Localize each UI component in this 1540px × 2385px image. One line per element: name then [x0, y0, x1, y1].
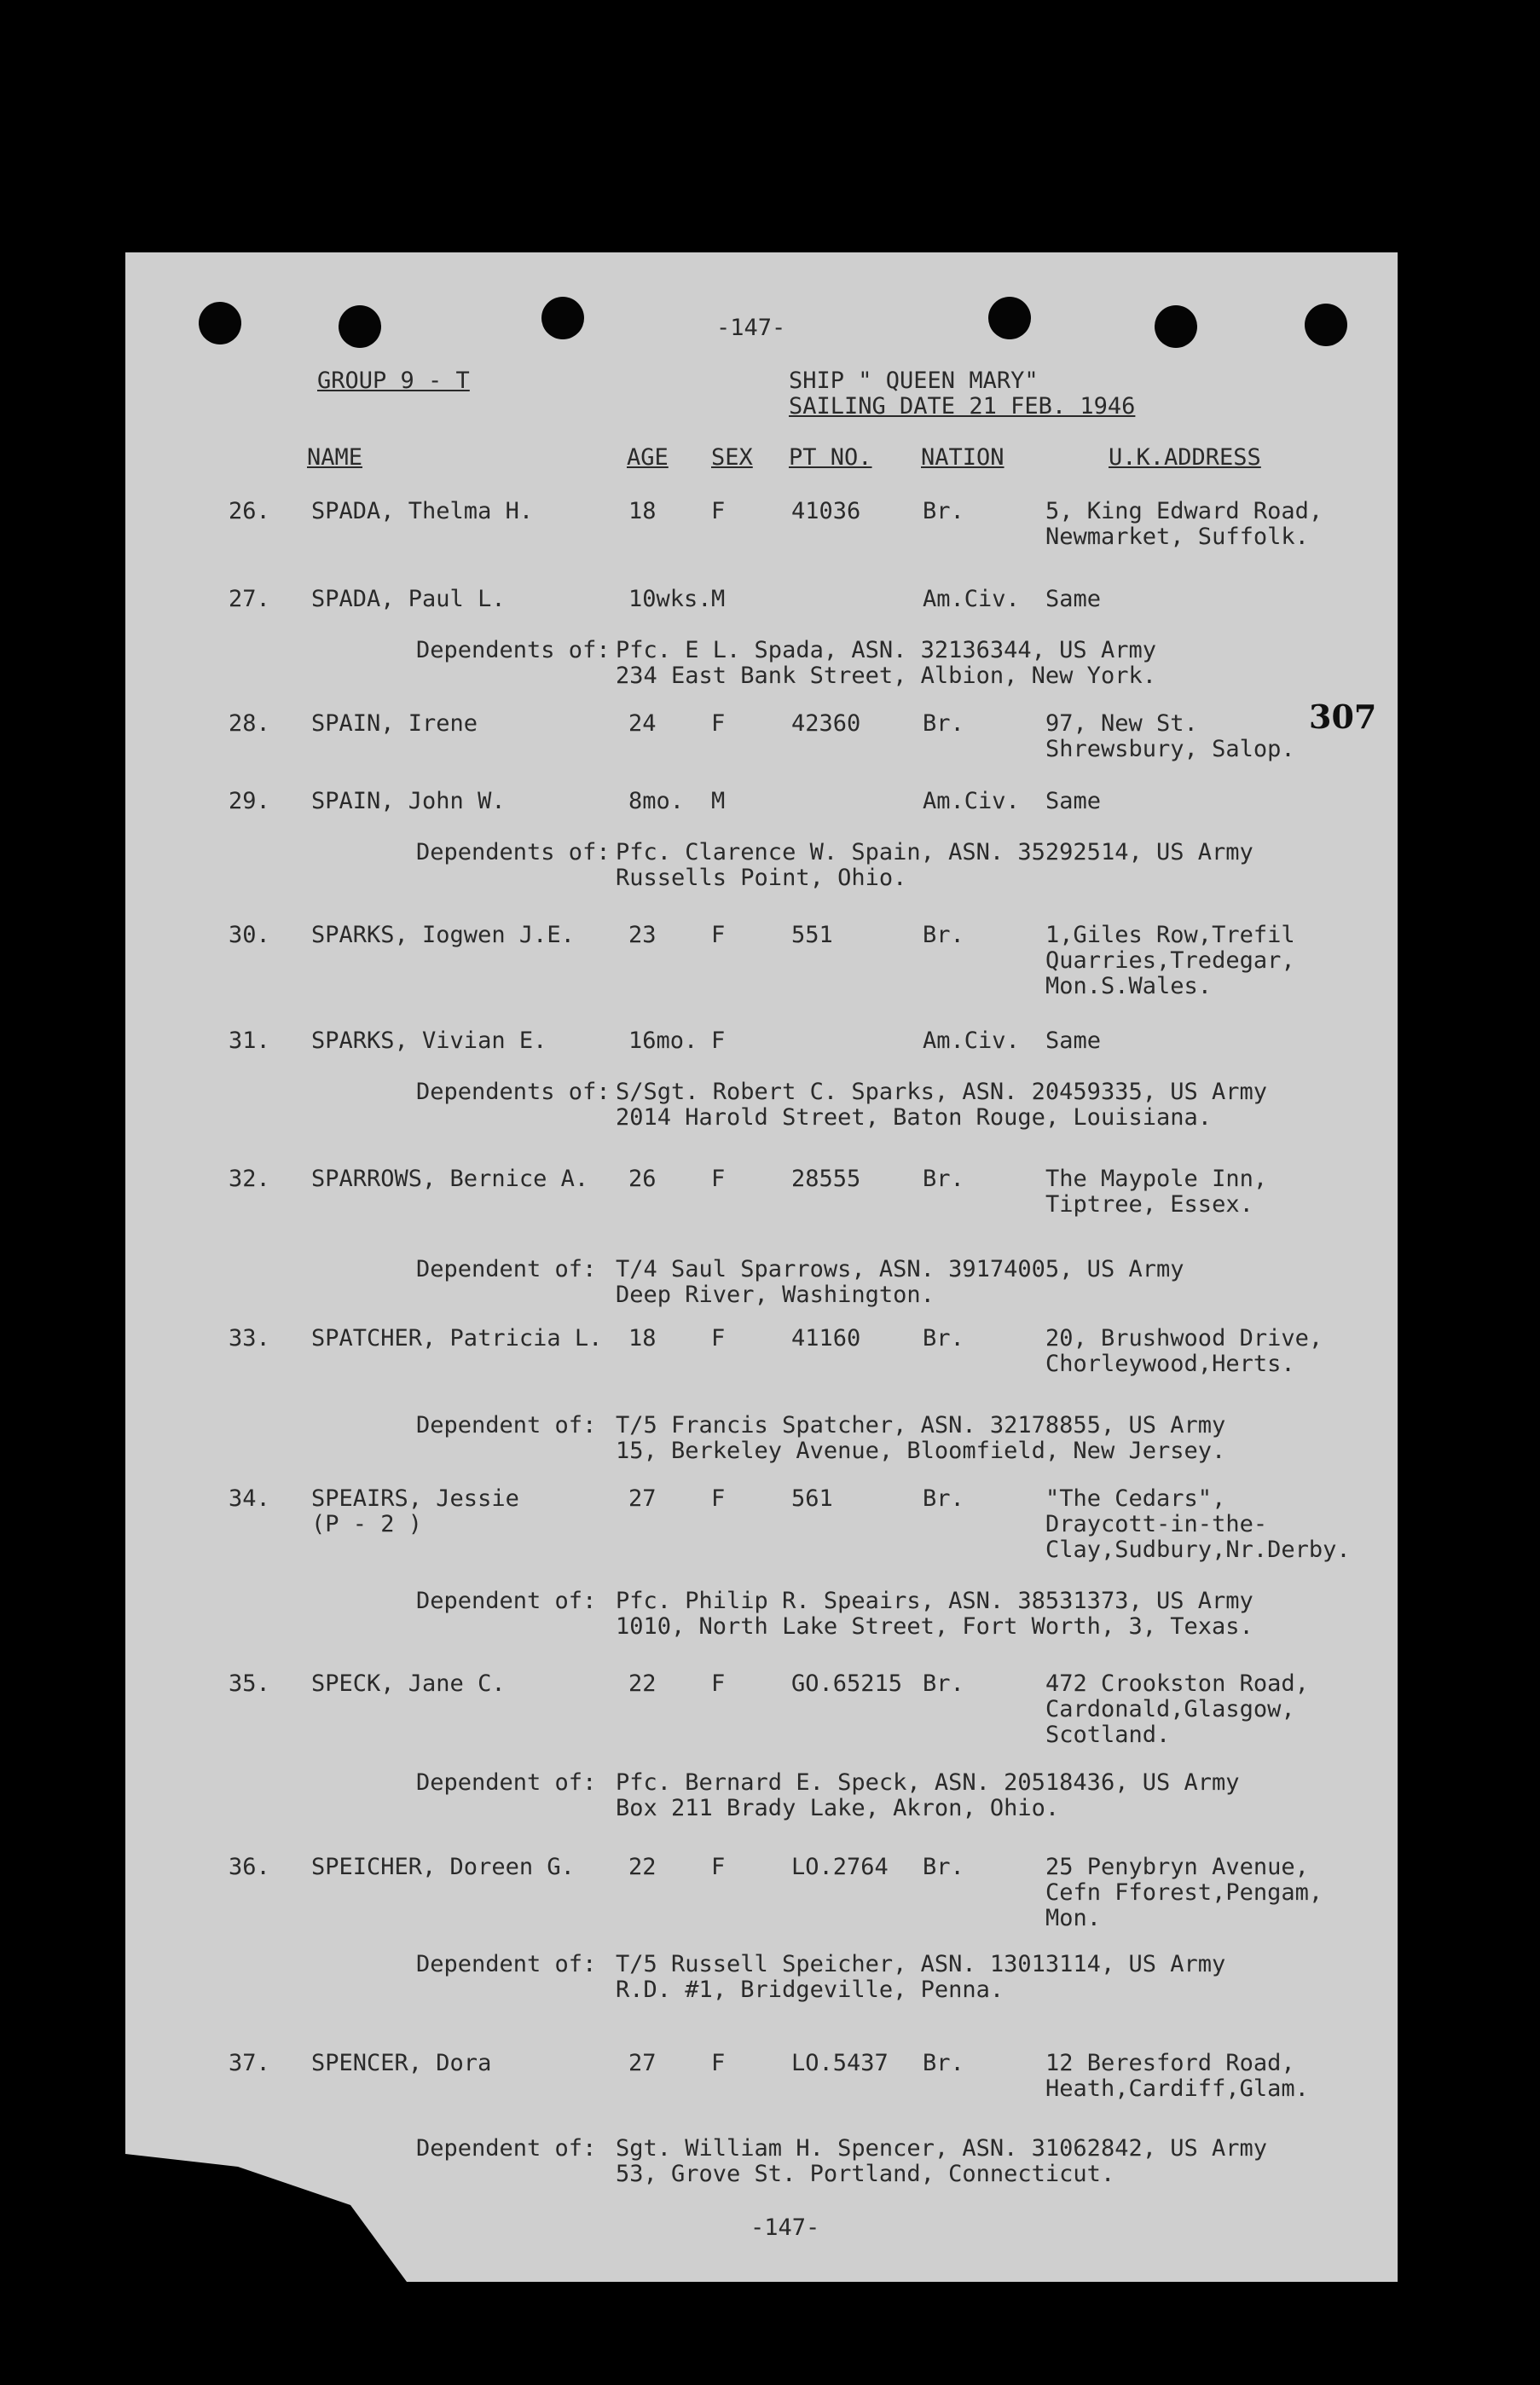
passenger-name: SPAIN, John W. — [311, 788, 506, 814]
passenger-sex: F — [711, 2050, 726, 2076]
passenger-age: 23 — [628, 922, 657, 948]
column-age: AGE — [627, 444, 669, 471]
passenger-nationality: Br. — [923, 1325, 964, 1352]
address-line: Chorleywood,Herts. — [1045, 1351, 1295, 1377]
passenger-age: 18 — [628, 1325, 657, 1352]
entry-number: 28. — [229, 710, 270, 737]
address-line: Draycott-in-the- — [1045, 1511, 1268, 1537]
passenger-sex: F — [711, 498, 726, 524]
passenger-age: 18 — [628, 498, 657, 524]
passenger-age: 10wks. — [628, 586, 712, 612]
passenger-sex: F — [711, 1325, 726, 1352]
passenger-pt-number: GO.65215 — [791, 1670, 903, 1697]
address-line: Quarries,Tredegar, — [1045, 947, 1295, 974]
address-line: Newmarket, Suffolk. — [1045, 524, 1309, 550]
column-sex: SEX — [711, 444, 753, 471]
dependent-of-label: Dependent of: — [416, 1951, 597, 1977]
punch-hole — [199, 302, 241, 344]
passenger-name: SPARKS, Iogwen J.E. — [311, 922, 575, 948]
sponsor-line: Russells Point, Ohio. — [616, 865, 907, 891]
passenger-sex: F — [711, 1854, 726, 1880]
dependent-of-label: Dependents of: — [416, 839, 611, 865]
address-line: Cefn Fforest,Pengam, — [1045, 1879, 1323, 1906]
address-line: Same — [1045, 788, 1102, 814]
punch-hole — [339, 305, 381, 348]
passenger-name: SPARKS, Vivian E. — [311, 1028, 547, 1054]
sponsor-line: Pfc. Philip R. Speairs, ASN. 38531373, US Army — [616, 1588, 1253, 1614]
passenger-nationality: Br. — [923, 1485, 964, 1512]
sponsor-line: R.D. #1, Bridgeville, Penna. — [616, 1977, 1004, 2003]
sponsor-line: Sgt. William H. Spencer, ASN. 31062842, US Army — [616, 2135, 1268, 2162]
punch-hole — [988, 297, 1031, 339]
passenger-nationality: Br. — [923, 2050, 964, 2076]
address-line: Scotland. — [1045, 1722, 1171, 1748]
column-pt-no: PT NO. — [789, 444, 872, 471]
passenger-nationality: Br. — [923, 1854, 964, 1880]
passenger-nationality: Br. — [923, 922, 964, 948]
passenger-sex: F — [711, 1166, 726, 1192]
passenger-pt-number: 28555 — [791, 1166, 861, 1192]
sponsor-line: 1010, North Lake Street, Fort Worth, 3, Texas. — [616, 1613, 1253, 1640]
dependent-of-label: Dependent of: — [416, 1412, 597, 1439]
passenger-name: SPECK, Jane C. — [311, 1670, 506, 1697]
passenger-name-note: (P - 2 ) — [311, 1511, 423, 1537]
passenger-pt-number: 42360 — [791, 710, 861, 737]
address-line: Tiptree, Essex. — [1045, 1191, 1253, 1218]
dependent-of-label: Dependent of: — [416, 2135, 597, 2162]
sponsor-line: T/5 Francis Spatcher, ASN. 32178855, US Army — [616, 1412, 1226, 1439]
punch-hole — [1155, 305, 1197, 348]
entry-number: 36. — [229, 1854, 270, 1880]
passenger-pt-number: LO.2764 — [791, 1854, 889, 1880]
address-line: 1,Giles Row,Trefil — [1045, 922, 1295, 948]
address-line: Heath,Cardiff,Glam. — [1045, 2075, 1309, 2102]
passenger-sex: F — [711, 710, 726, 737]
address-line: Cardonald,Glasgow, — [1045, 1696, 1295, 1722]
sponsor-line: T/4 Saul Sparrows, ASN. 39174005, US Army — [616, 1256, 1184, 1282]
stamp-number: 307 — [1309, 698, 1377, 736]
entry-number: 33. — [229, 1325, 270, 1352]
passenger-age: 16mo. — [628, 1028, 698, 1054]
group-label: GROUP 9 - T — [317, 368, 470, 394]
dependent-of-label: Dependent of: — [416, 1769, 597, 1796]
sponsor-line: Pfc. Clarence W. Spain, ASN. 35292514, US Army — [616, 839, 1253, 865]
entry-number: 37. — [229, 2050, 270, 2076]
dependent-of-label: Dependent of: — [416, 1588, 597, 1614]
passenger-age: 24 — [628, 710, 657, 737]
address-line: Mon. — [1045, 1905, 1102, 1931]
passenger-name: SPEAIRS, Jessie — [311, 1485, 519, 1512]
address-line: 472 Crookston Road, — [1045, 1670, 1309, 1697]
address-line: "The Cedars", — [1045, 1485, 1226, 1512]
passenger-sex: F — [711, 922, 726, 948]
sponsor-line: T/5 Russell Speicher, ASN. 13013114, US Army — [616, 1951, 1226, 1977]
passenger-name: SPADA, Paul L. — [311, 586, 506, 612]
passenger-name: SPAIN, Irene — [311, 710, 478, 737]
address-line: 25 Penybryn Avenue, — [1045, 1854, 1309, 1880]
sponsor-line: 15, Berkeley Avenue, Bloomfield, New Jersey. — [616, 1438, 1226, 1464]
address-line: Same — [1045, 1028, 1102, 1054]
sponsor-line: Deep River, Washington. — [616, 1282, 935, 1308]
passenger-sex: F — [711, 1670, 726, 1697]
passenger-sex: F — [711, 1485, 726, 1512]
sponsor-line: Box 211 Brady Lake, Akron, Ohio. — [616, 1795, 1060, 1821]
punch-hole — [1305, 304, 1347, 346]
sponsor-line: 2014 Harold Street, Baton Rouge, Louisiana. — [616, 1104, 1212, 1131]
page-number-top: -147- — [716, 315, 786, 341]
address-line: 20, Brushwood Drive, — [1045, 1325, 1323, 1352]
passenger-age: 22 — [628, 1854, 657, 1880]
passenger-name: SPARROWS, Bernice A. — [311, 1166, 589, 1192]
address-line: 97, New St. — [1045, 710, 1198, 737]
passenger-pt-number: 551 — [791, 922, 833, 948]
address-line: Shrewsbury, Salop. — [1045, 736, 1295, 762]
column-address: U.K.ADDRESS — [1109, 444, 1261, 471]
passenger-nationality: Am.Civ. — [923, 586, 1020, 612]
passenger-sex: M — [711, 586, 726, 612]
address-line: The Maypole Inn, — [1045, 1166, 1268, 1192]
entry-number: 35. — [229, 1670, 270, 1697]
sponsor-line: 53, Grove St. Portland, Connecticut. — [616, 2161, 1115, 2187]
entry-number: 30. — [229, 922, 270, 948]
passenger-age: 22 — [628, 1670, 657, 1697]
passenger-pt-number: 41036 — [791, 498, 861, 524]
passenger-nationality: Br. — [923, 498, 964, 524]
passenger-nationality: Am.Civ. — [923, 788, 1020, 814]
column-name: NAME — [307, 444, 363, 471]
entry-number: 27. — [229, 586, 270, 612]
address-line: Clay,Sudbury,Nr.Derby. — [1045, 1537, 1351, 1563]
column-nation: NATION — [921, 444, 1004, 471]
sponsor-line: 234 East Bank Street, Albion, New York. — [616, 663, 1156, 689]
entry-number: 31. — [229, 1028, 270, 1054]
dependent-of-label: Dependent of: — [416, 1256, 597, 1282]
passenger-nationality: Br. — [923, 710, 964, 737]
passenger-nationality: Br. — [923, 1670, 964, 1697]
passenger-name: SPEICHER, Doreen G. — [311, 1854, 575, 1880]
page-number-bottom: -147- — [750, 2214, 820, 2241]
passenger-sex: F — [711, 1028, 726, 1054]
passenger-pt-number: 561 — [791, 1485, 833, 1512]
punch-hole — [541, 297, 584, 339]
address-line: Mon.S.Wales. — [1045, 973, 1213, 999]
address-line: 12 Beresford Road, — [1045, 2050, 1295, 2076]
torn-corner — [125, 2154, 407, 2282]
passenger-name: SPATCHER, Patricia L. — [311, 1325, 603, 1352]
entry-number: 26. — [229, 498, 270, 524]
passenger-name: SPADA, Thelma H. — [311, 498, 534, 524]
passenger-pt-number: LO.5437 — [791, 2050, 889, 2076]
address-line: 5, King Edward Road, — [1045, 498, 1323, 524]
entry-number: 32. — [229, 1166, 270, 1192]
sponsor-line: Pfc. Bernard E. Speck, ASN. 20518436, US Army — [616, 1769, 1240, 1796]
entry-number: 34. — [229, 1485, 270, 1512]
address-line: Same — [1045, 586, 1102, 612]
sponsor-line: S/Sgt. Robert C. Sparks, ASN. 20459335, US Army — [616, 1079, 1268, 1105]
passenger-nationality: Br. — [923, 1166, 964, 1192]
ship-label: SHIP " QUEEN MARY" — [789, 368, 1039, 394]
dependent-of-label: Dependents of: — [416, 1079, 611, 1105]
sailing-date: SAILING DATE 21 FEB. 1946 — [789, 393, 1136, 420]
entry-number: 29. — [229, 788, 270, 814]
passenger-name: SPENCER, Dora — [311, 2050, 492, 2076]
sponsor-line: Pfc. E L. Spada, ASN. 32136344, US Army — [616, 637, 1156, 663]
passenger-age: 27 — [628, 1485, 657, 1512]
passenger-age: 27 — [628, 2050, 657, 2076]
passenger-pt-number: 41160 — [791, 1325, 861, 1352]
passenger-age: 8mo. — [628, 788, 685, 814]
passenger-age: 26 — [628, 1166, 657, 1192]
dependent-of-label: Dependents of: — [416, 637, 611, 663]
passenger-sex: M — [711, 788, 726, 814]
passenger-nationality: Am.Civ. — [923, 1028, 1020, 1054]
